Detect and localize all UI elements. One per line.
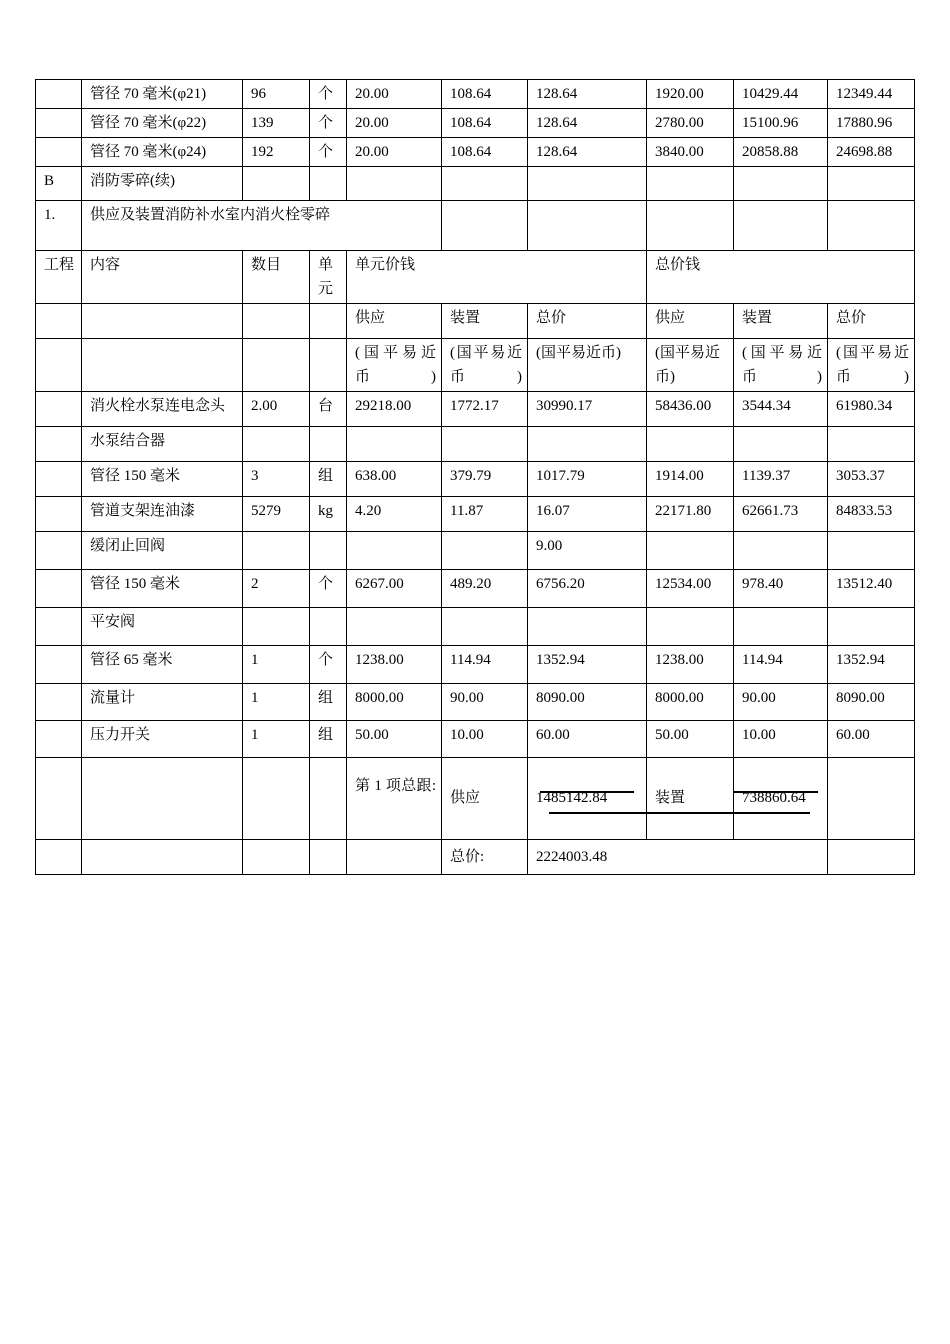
total-install-cell: 90.00 [734, 684, 828, 721]
currency-label: (国平易近币) [647, 339, 734, 392]
total-install-cell: 10429.44 [734, 80, 828, 109]
qty-cell: 96 [243, 80, 310, 109]
qty-cell: 5279 [243, 497, 310, 532]
unit-cell [310, 608, 347, 646]
unit-total-cell: 6756.20 [528, 570, 647, 608]
qty-cell [243, 427, 310, 462]
currency-label: (国平易近币) [734, 339, 828, 392]
summary-install-value: 738860.64 [742, 790, 806, 806]
unit-install-cell: 114.94 [442, 646, 528, 684]
total-supply-cell: 12534.00 [647, 570, 734, 608]
header-total: 总价 [528, 304, 647, 339]
table-row [36, 570, 915, 608]
unit-cell: 个 [310, 646, 347, 684]
grand-total-label: 总价: [442, 840, 528, 875]
table-row [36, 497, 915, 532]
summary-supply-value-cell [528, 758, 647, 840]
section-title: 消防零碎(续) [82, 167, 243, 201]
unit-total-cell: 8090.00 [528, 684, 647, 721]
desc-cell: 管径 150 毫米 [82, 462, 243, 497]
total-install-cell: 62661.73 [734, 497, 828, 532]
desc-cell: 平安阀 [82, 608, 243, 646]
cost-table [35, 79, 915, 875]
qty-cell: 3 [243, 462, 310, 497]
table-row [36, 392, 915, 427]
total-supply-cell: 22171.80 [647, 497, 734, 532]
unit-total-cell: 128.64 [528, 80, 647, 109]
unit-supply-cell: 1238.00 [347, 646, 442, 684]
total-install-cell: 1139.37 [734, 462, 828, 497]
unit-total-cell [528, 427, 647, 462]
desc-cell: 压力开关 [82, 721, 243, 758]
unit-cell: 个 [310, 570, 347, 608]
unit-total-cell: 9.00 [528, 532, 647, 570]
currency-label: (国平易近币) [442, 339, 528, 392]
unit-supply-cell: 50.00 [347, 721, 442, 758]
currency-label: (国平易近币) [347, 339, 442, 392]
desc-cell: 流量计 [82, 684, 243, 721]
table-row [36, 532, 915, 570]
header-total-price: 总价钱 [647, 251, 915, 304]
desc-cell: 管径 70 毫米(φ24) [82, 138, 243, 167]
unit-install-cell: 108.64 [442, 109, 528, 138]
total-install-cell: 114.94 [734, 646, 828, 684]
unit-supply-cell: 8000.00 [347, 684, 442, 721]
header-supply: 供应 [647, 304, 734, 339]
header-install: 装置 [734, 304, 828, 339]
total-supply-cell [647, 608, 734, 646]
header-install: 装置 [442, 304, 528, 339]
header-supply: 供应 [347, 304, 442, 339]
total-total-cell: 60.00 [828, 721, 915, 758]
unit-install-cell: 379.79 [442, 462, 528, 497]
strike-mark [734, 791, 819, 793]
currency-label: (国平易近币) [528, 339, 647, 392]
total-install-cell [734, 608, 828, 646]
unit-supply-cell: 6267.00 [347, 570, 442, 608]
total-supply-cell: 2780.00 [647, 109, 734, 138]
total-total-cell [828, 427, 915, 462]
total-supply-cell: 58436.00 [647, 392, 734, 427]
total-supply-cell: 1914.00 [647, 462, 734, 497]
table-row [36, 109, 915, 138]
strike-mark [540, 791, 634, 793]
table-row [36, 721, 915, 758]
desc-cell: 管径 150 毫米 [82, 570, 243, 608]
grand-total-value: 2224003.48 [528, 840, 828, 875]
unit-install-cell: 1772.17 [442, 392, 528, 427]
unit-supply-cell [347, 427, 442, 462]
subsection-title: 供应及装置消防补水室内消火栓零碎 [82, 201, 442, 251]
header-qty: 数目 [243, 251, 310, 304]
desc-cell: 管径 70 毫米(φ21) [82, 80, 243, 109]
qty-cell: 139 [243, 109, 310, 138]
desc-cell: 管径 65 毫米 [82, 646, 243, 684]
unit-supply-cell: 29218.00 [347, 392, 442, 427]
total-install-cell: 3544.34 [734, 392, 828, 427]
section-code: B [36, 167, 82, 201]
unit-supply-cell: 4.20 [347, 497, 442, 532]
unit-supply-cell [347, 532, 442, 570]
unit-cell: 个 [310, 80, 347, 109]
table-row [36, 646, 915, 684]
underline-mark [549, 812, 810, 814]
table-row [36, 462, 915, 497]
qty-cell: 1 [243, 721, 310, 758]
unit-install-cell: 90.00 [442, 684, 528, 721]
unit-cell: 组 [310, 462, 347, 497]
qty-cell [243, 608, 310, 646]
unit-supply-cell: 20.00 [347, 80, 442, 109]
unit-supply-cell: 638.00 [347, 462, 442, 497]
total-supply-cell: 8000.00 [647, 684, 734, 721]
unit-total-cell: 1352.94 [528, 646, 647, 684]
total-total-cell: 3053.37 [828, 462, 915, 497]
total-install-cell [734, 532, 828, 570]
desc-cell: 管道支架连油漆 [82, 497, 243, 532]
total-install-cell: 978.40 [734, 570, 828, 608]
total-supply-cell [647, 532, 734, 570]
table-row [36, 684, 915, 721]
header-total: 总价 [828, 304, 915, 339]
unit-total-cell: 128.64 [528, 109, 647, 138]
desc-cell: 水泵结合器 [82, 427, 243, 462]
unit-install-cell: 108.64 [442, 138, 528, 167]
qty-cell: 2 [243, 570, 310, 608]
item-cell [36, 80, 82, 109]
header-item: 工程 [36, 251, 82, 304]
header-unit-price: 单元价钱 [347, 251, 647, 304]
total-total-cell: 13512.40 [828, 570, 915, 608]
unit-install-cell: 489.20 [442, 570, 528, 608]
total-supply-cell [647, 427, 734, 462]
table-row [36, 608, 915, 646]
total-supply-cell: 1238.00 [647, 646, 734, 684]
item-cell [36, 138, 82, 167]
summary-supply-label: 供应 [442, 758, 528, 840]
unit-total-cell: 60.00 [528, 721, 647, 758]
currency-row [36, 339, 915, 392]
unit-install-cell [442, 427, 528, 462]
unit-cell: 组 [310, 684, 347, 721]
qty-cell: 1 [243, 684, 310, 721]
total-total-cell: 17880.96 [828, 109, 915, 138]
desc-cell: 缓闭止回阀 [82, 532, 243, 570]
total-install-cell: 20858.88 [734, 138, 828, 167]
currency-label: (国平易近币) [828, 339, 915, 392]
unit-total-cell: 16.07 [528, 497, 647, 532]
total-total-cell: 24698.88 [828, 138, 915, 167]
total-supply-cell: 50.00 [647, 721, 734, 758]
header-unit: 单元 [310, 251, 347, 304]
unit-install-cell: 108.64 [442, 80, 528, 109]
total-total-cell: 84833.53 [828, 497, 915, 532]
summary-install-value-cell [734, 758, 828, 840]
subsection-code: 1. [36, 201, 82, 251]
qty-cell: 1 [243, 646, 310, 684]
subheader-row [36, 304, 915, 339]
unit-install-cell [442, 532, 528, 570]
qty-cell: 2.00 [243, 392, 310, 427]
unit-install-cell [442, 608, 528, 646]
unit-install-cell: 10.00 [442, 721, 528, 758]
unit-supply-cell: 20.00 [347, 138, 442, 167]
unit-cell: 个 [310, 109, 347, 138]
unit-supply-cell [347, 608, 442, 646]
desc-cell: 消火栓水泵连电念头 [82, 392, 243, 427]
subsection-row [36, 201, 915, 251]
unit-cell [310, 427, 347, 462]
total-total-cell [828, 608, 915, 646]
total-install-cell: 10.00 [734, 721, 828, 758]
summary-install-label: 装置 [647, 758, 734, 840]
section-row [36, 167, 915, 201]
table-row [36, 138, 915, 167]
total-total-cell [828, 532, 915, 570]
total-supply-cell: 3840.00 [647, 138, 734, 167]
unit-total-cell: 128.64 [528, 138, 647, 167]
total-total-cell: 12349.44 [828, 80, 915, 109]
header-row [36, 251, 915, 304]
qty-cell: 192 [243, 138, 310, 167]
table-row [36, 427, 915, 462]
summary-supply-value: 1485142.84 [536, 790, 608, 806]
total-install-cell [734, 427, 828, 462]
total-install-cell: 15100.96 [734, 109, 828, 138]
unit-cell: kg [310, 497, 347, 532]
desc-cell: 管径 70 毫米(φ22) [82, 109, 243, 138]
summary-row [36, 758, 915, 840]
unit-total-cell: 1017.79 [528, 462, 647, 497]
total-total-cell: 8090.00 [828, 684, 915, 721]
grand-total-row [36, 840, 915, 875]
item-cell [36, 109, 82, 138]
unit-total-cell: 30990.17 [528, 392, 647, 427]
qty-cell [243, 532, 310, 570]
unit-install-cell: 11.87 [442, 497, 528, 532]
unit-cell [310, 532, 347, 570]
unit-total-cell [528, 608, 647, 646]
total-total-cell: 61980.34 [828, 392, 915, 427]
header-content: 内容 [82, 251, 243, 304]
unit-cell: 组 [310, 721, 347, 758]
total-supply-cell: 1920.00 [647, 80, 734, 109]
total-total-cell: 1352.94 [828, 646, 915, 684]
unit-supply-cell: 20.00 [347, 109, 442, 138]
summary-label: 第 1 项总跟: [347, 758, 442, 840]
unit-cell: 个 [310, 138, 347, 167]
table-row [36, 80, 915, 109]
unit-cell: 台 [310, 392, 347, 427]
